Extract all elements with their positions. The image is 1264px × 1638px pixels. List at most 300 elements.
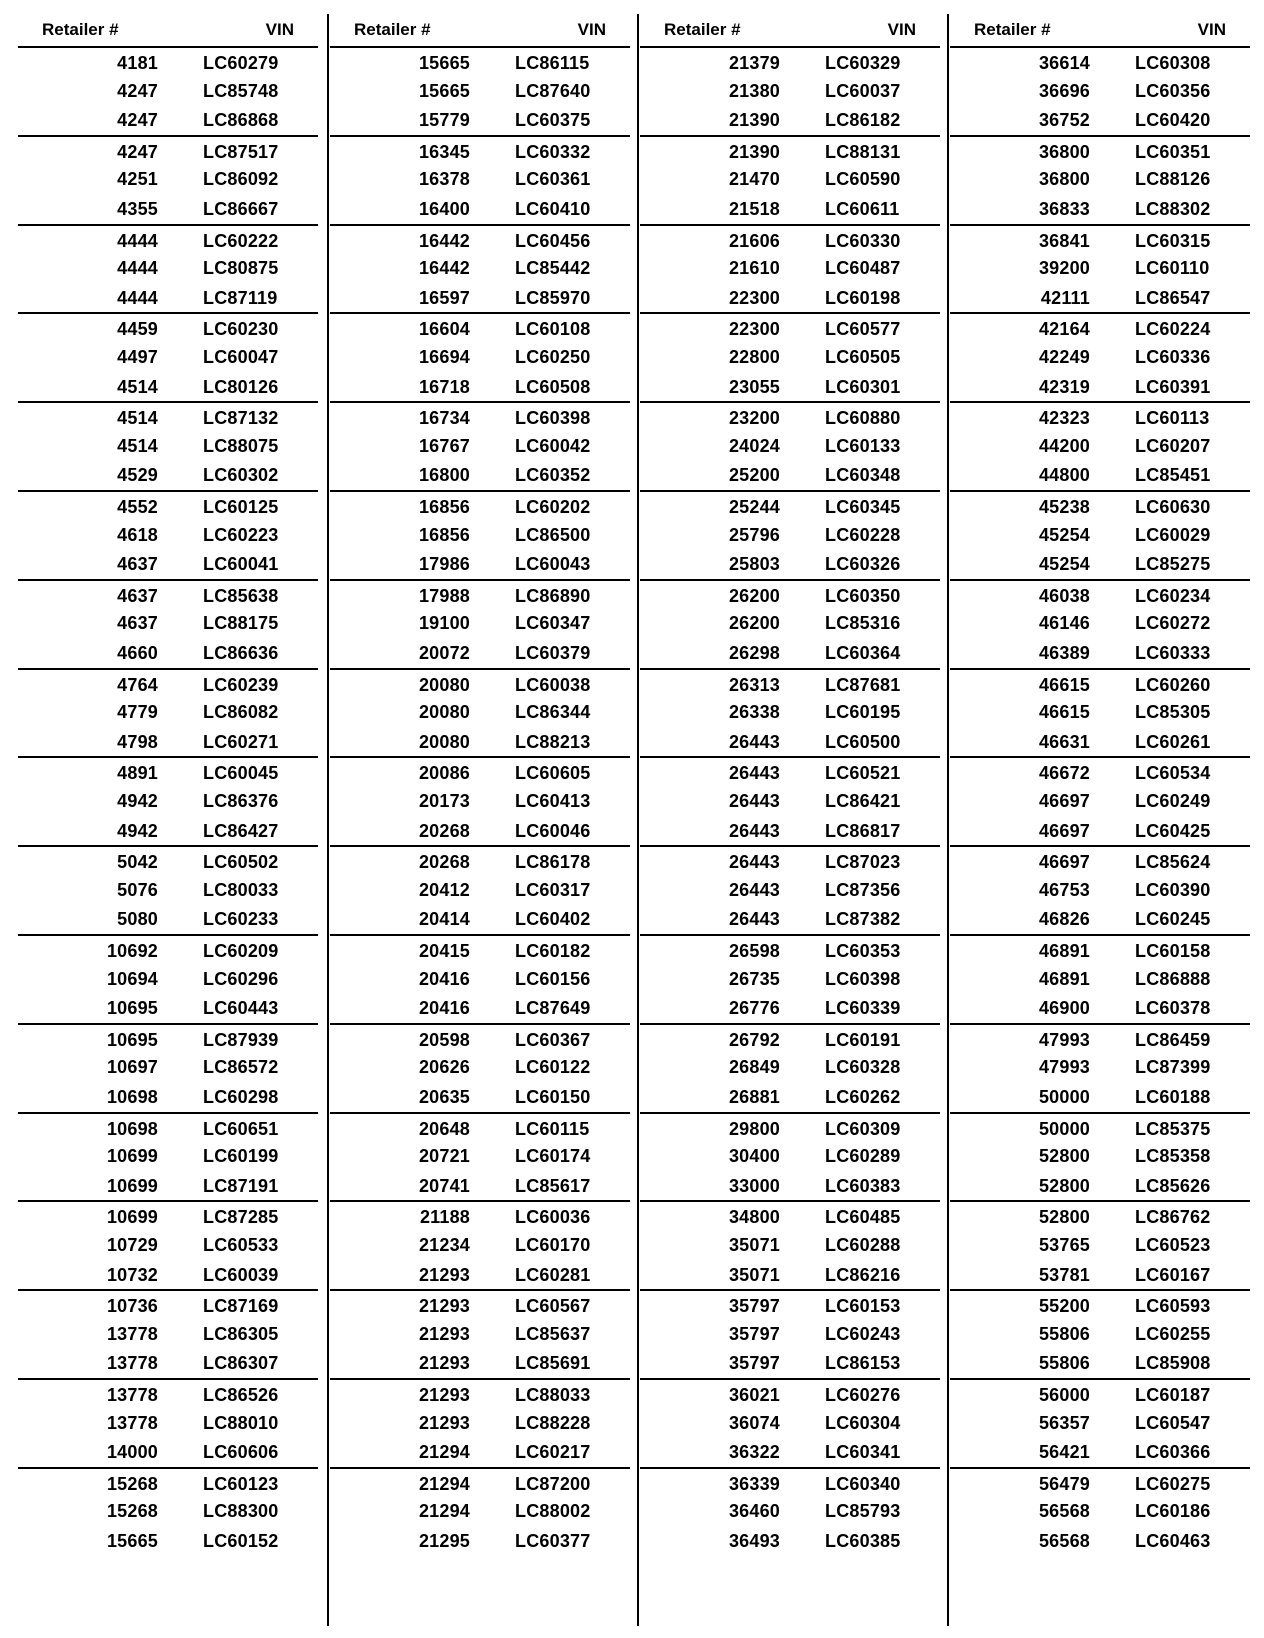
retailer-number: 46615 bbox=[1038, 702, 1090, 723]
vin-value: LC60378 bbox=[1135, 998, 1211, 1019]
retailer-number: 36696 bbox=[1038, 80, 1090, 101]
retailer-number: 56000 bbox=[1038, 1385, 1090, 1405]
table-row bbox=[640, 1171, 940, 1201]
retailer-number: 20268 bbox=[418, 820, 470, 841]
table-row bbox=[950, 1319, 1250, 1349]
table-row bbox=[950, 1467, 1250, 1499]
retailer-number: 52800 bbox=[1038, 1146, 1090, 1167]
retailer-number: 20741 bbox=[418, 1175, 470, 1196]
table-row bbox=[18, 253, 318, 283]
table-row bbox=[950, 638, 1250, 668]
table-row bbox=[330, 1052, 630, 1082]
retailer-number: 42249 bbox=[1038, 347, 1090, 367]
table-row bbox=[640, 727, 940, 757]
table-row bbox=[18, 1408, 318, 1438]
vin-value: LC87640 bbox=[515, 80, 591, 101]
vin-value: LC85442 bbox=[515, 258, 591, 279]
table-row bbox=[950, 1171, 1250, 1201]
vin-value: LC85970 bbox=[515, 287, 591, 308]
table-row bbox=[640, 697, 940, 727]
vin-value: LC60275 bbox=[1135, 1473, 1211, 1494]
table-row bbox=[330, 490, 630, 522]
table-row bbox=[950, 697, 1250, 727]
vin-value: LC86890 bbox=[515, 585, 591, 606]
retailer-number: 16718 bbox=[418, 376, 470, 397]
retailer-number: 21379 bbox=[728, 53, 780, 73]
vin-value: LC88300 bbox=[203, 1501, 279, 1522]
retailer-number: 15268 bbox=[106, 1501, 158, 1522]
table-row bbox=[640, 638, 940, 668]
vin-value: LC60332 bbox=[515, 141, 591, 162]
retailer-number: 20721 bbox=[418, 1146, 470, 1167]
table-row bbox=[950, 1496, 1250, 1526]
retailer-number: 21390 bbox=[728, 141, 780, 162]
retailer-number: 46672 bbox=[1038, 763, 1090, 784]
table-row bbox=[330, 1348, 630, 1378]
table-row bbox=[640, 431, 940, 461]
retailer-number: 53781 bbox=[1038, 1264, 1090, 1285]
retailer-number: 26443 bbox=[728, 820, 780, 841]
retailer-number: 46753 bbox=[1038, 879, 1090, 900]
retailer-number: 25200 bbox=[728, 465, 780, 486]
retailer-number: 56479 bbox=[1038, 1473, 1090, 1494]
retailer-number: 22300 bbox=[728, 287, 780, 308]
vin-value: LC60533 bbox=[203, 1235, 279, 1255]
vin-value: LC60289 bbox=[825, 1146, 901, 1167]
retailer-number: 4459 bbox=[117, 319, 158, 340]
retailer-number: 26443 bbox=[728, 909, 780, 930]
retailer-number: 26849 bbox=[728, 1057, 780, 1078]
vin-value: LC88002 bbox=[515, 1501, 591, 1522]
vin-value: LC60590 bbox=[825, 169, 901, 190]
vin-value: LC60122 bbox=[515, 1057, 591, 1078]
table-column-3 bbox=[640, 10, 940, 1630]
table-row bbox=[950, 786, 1250, 816]
vin-value: LC60202 bbox=[515, 497, 591, 517]
vin-value: LC87356 bbox=[825, 879, 901, 900]
retailer-number: 44200 bbox=[1038, 435, 1090, 456]
table-row bbox=[640, 1348, 940, 1378]
table-row bbox=[950, 283, 1250, 313]
vin-value: LC60351 bbox=[1135, 141, 1211, 162]
table-row bbox=[640, 46, 940, 78]
table-row bbox=[18, 816, 318, 846]
vin-value: LC60272 bbox=[1135, 613, 1211, 634]
table-row bbox=[950, 164, 1250, 194]
table-row bbox=[330, 1260, 630, 1290]
vin-value: LC60113 bbox=[1135, 408, 1210, 429]
vin-value: LC60309 bbox=[825, 1118, 901, 1139]
vin-value: LC60383 bbox=[825, 1175, 901, 1196]
table-row bbox=[18, 668, 318, 700]
table-row bbox=[18, 845, 318, 877]
table-row bbox=[640, 460, 940, 490]
table-row bbox=[18, 1200, 318, 1232]
table-row bbox=[950, 1052, 1250, 1082]
vin-value: LC60152 bbox=[203, 1531, 279, 1551]
vin-value: LC60188 bbox=[1135, 1087, 1211, 1107]
vin-value: LC60037 bbox=[825, 80, 901, 101]
retailer-number: 26200 bbox=[728, 585, 780, 606]
vin-value: LC60209 bbox=[203, 941, 279, 961]
table-row bbox=[330, 845, 630, 877]
table-row bbox=[950, 1437, 1250, 1467]
retailer-number: 36339 bbox=[728, 1473, 780, 1494]
vin-value: LC60463 bbox=[1135, 1531, 1211, 1551]
retailer-number: 21294 bbox=[418, 1501, 470, 1522]
retailer-number: 10736 bbox=[106, 1296, 158, 1317]
retailer-number: 20268 bbox=[418, 852, 470, 873]
retailer-number: 4552 bbox=[117, 497, 158, 517]
retailer-number: 29800 bbox=[728, 1118, 780, 1139]
retailer-number: 36614 bbox=[1038, 53, 1090, 73]
retailer-number: 22800 bbox=[728, 347, 780, 367]
vin-value: LC60224 bbox=[1135, 319, 1211, 340]
table-row bbox=[950, 1348, 1250, 1378]
vin-value: LC60250 bbox=[515, 347, 591, 367]
retailer-number: 4514 bbox=[117, 408, 158, 429]
retailer-number: 50000 bbox=[1038, 1087, 1090, 1107]
vin-value: LC86082 bbox=[203, 702, 279, 723]
retailer-number: 46891 bbox=[1038, 941, 1090, 961]
retailer-number: 56357 bbox=[1038, 1412, 1090, 1433]
table-row bbox=[18, 1052, 318, 1082]
vin-value: LC86092 bbox=[203, 169, 279, 190]
retailer-number: 21606 bbox=[728, 230, 780, 251]
table-row bbox=[950, 1230, 1250, 1260]
column-header bbox=[330, 18, 630, 42]
table-row bbox=[640, 490, 940, 522]
table-row bbox=[18, 372, 318, 402]
retailer-number: 23200 bbox=[728, 408, 780, 429]
retailer-number: 4764 bbox=[117, 674, 158, 695]
vin-value: LC60326 bbox=[825, 554, 901, 575]
table-row bbox=[640, 1378, 940, 1410]
vin-value: LC85375 bbox=[1135, 1118, 1211, 1139]
retailer-number: 25244 bbox=[728, 497, 780, 517]
retailer-number: 36074 bbox=[728, 1412, 780, 1433]
table-row bbox=[18, 490, 318, 522]
vin-value: LC85275 bbox=[1135, 554, 1211, 575]
retailer-number: 55806 bbox=[1038, 1353, 1090, 1374]
vin-value: LC85748 bbox=[203, 80, 279, 101]
retailer-number: 26792 bbox=[728, 1029, 780, 1050]
retailer-number: 20635 bbox=[418, 1087, 470, 1107]
retailer-number: 4942 bbox=[117, 791, 158, 811]
vin-value: LC86427 bbox=[203, 820, 279, 841]
table-row bbox=[18, 904, 318, 934]
column-header bbox=[18, 18, 318, 42]
table-row bbox=[640, 786, 940, 816]
retailer-number: 20414 bbox=[418, 909, 470, 930]
vin-value: LC60198 bbox=[825, 287, 901, 308]
retailer-header: Retailer # bbox=[354, 20, 431, 39]
vin-value: LC87023 bbox=[825, 852, 901, 873]
retailer-number: 5042 bbox=[117, 852, 158, 873]
table-row bbox=[18, 76, 318, 106]
retailer-number: 16800 bbox=[418, 465, 470, 486]
retailer-number: 36493 bbox=[728, 1531, 780, 1551]
vin-value: LC60425 bbox=[1135, 820, 1211, 841]
vin-value: LC60366 bbox=[1135, 1442, 1211, 1463]
vin-value: LC60339 bbox=[825, 998, 901, 1019]
vin-value: LC60245 bbox=[1135, 909, 1211, 930]
vin-value: LC60350 bbox=[825, 585, 901, 606]
vin-value: LC88175 bbox=[203, 613, 279, 634]
retailer-header: Retailer # bbox=[42, 20, 119, 39]
table-row bbox=[18, 1230, 318, 1260]
vin-value: LC60279 bbox=[203, 53, 279, 73]
retailer-number: 16442 bbox=[418, 230, 470, 251]
table-row bbox=[18, 1496, 318, 1526]
table-row bbox=[18, 1467, 318, 1499]
table-row bbox=[18, 520, 318, 550]
vin-value: LC60276 bbox=[825, 1385, 901, 1405]
table-row bbox=[640, 1289, 940, 1321]
retailer-number: 50000 bbox=[1038, 1118, 1090, 1139]
table-column-1 bbox=[18, 10, 318, 1630]
vin-value: LC60345 bbox=[825, 497, 901, 517]
vin-value: LC60347 bbox=[515, 613, 591, 634]
retailer-number: 46615 bbox=[1038, 674, 1090, 695]
vin-value: LC86305 bbox=[203, 1323, 279, 1344]
vin-value: LC60110 bbox=[1135, 258, 1210, 279]
retailer-number: 4637 bbox=[117, 585, 158, 606]
vin-value: LC60304 bbox=[825, 1412, 901, 1433]
retailer-number: 4891 bbox=[117, 763, 158, 784]
vin-value: LC86817 bbox=[825, 820, 901, 841]
retailer-number: 26776 bbox=[728, 998, 780, 1019]
table-row bbox=[330, 135, 630, 167]
retailer-number: 21518 bbox=[728, 199, 780, 219]
table-row bbox=[330, 1496, 630, 1526]
retailer-number: 20648 bbox=[418, 1118, 470, 1139]
table-row bbox=[950, 372, 1250, 402]
vin-value: LC86888 bbox=[1135, 968, 1211, 989]
retailer-number: 4514 bbox=[117, 435, 158, 456]
retailer-number: 35797 bbox=[728, 1323, 780, 1344]
table-row bbox=[950, 579, 1250, 611]
vin-value: LC86178 bbox=[515, 852, 591, 873]
vin-value: LC60038 bbox=[515, 674, 591, 695]
retailer-number: 10699 bbox=[106, 1207, 158, 1228]
retailer-number: 21390 bbox=[728, 110, 780, 131]
vin-value: LC88228 bbox=[515, 1412, 591, 1433]
retailer-number: 4181 bbox=[117, 53, 158, 73]
table-row bbox=[950, 312, 1250, 344]
vin-value: LC60207 bbox=[1135, 435, 1211, 456]
retailer-number: 20173 bbox=[418, 791, 470, 811]
retailer-number: 55200 bbox=[1038, 1296, 1090, 1317]
retailer-number: 20598 bbox=[418, 1029, 470, 1050]
vin-value: LC60249 bbox=[1135, 791, 1211, 811]
retailer-number: 26881 bbox=[728, 1087, 780, 1107]
vin-value: LC60239 bbox=[203, 674, 279, 695]
table-row bbox=[640, 756, 940, 788]
vin-value: LC60379 bbox=[515, 643, 591, 663]
retailer-number: 20080 bbox=[418, 702, 470, 723]
retailer-number: 46697 bbox=[1038, 791, 1090, 811]
retailer-number: 42111 bbox=[1040, 287, 1090, 308]
table-row bbox=[950, 1378, 1250, 1410]
vin-value: LC85617 bbox=[515, 1175, 591, 1196]
retailer-number: 26298 bbox=[728, 643, 780, 663]
retailer-number: 42323 bbox=[1038, 408, 1090, 429]
retailer-number: 26443 bbox=[728, 791, 780, 811]
table-row bbox=[640, 845, 940, 877]
vin-value: LC60420 bbox=[1135, 110, 1211, 131]
retailer-number: 16378 bbox=[418, 169, 470, 190]
vin-value: LC60182 bbox=[515, 941, 591, 961]
vin-value: LC60187 bbox=[1135, 1385, 1211, 1405]
vin-value: LC60377 bbox=[515, 1531, 591, 1551]
retailer-number: 26443 bbox=[728, 763, 780, 784]
table-row bbox=[330, 342, 630, 372]
vin-header: VIN bbox=[265, 20, 294, 39]
vin-value: LC60567 bbox=[515, 1296, 591, 1317]
vin-value: LC85626 bbox=[1135, 1175, 1211, 1196]
vin-value: LC80033 bbox=[203, 879, 279, 900]
vin-value: LC60228 bbox=[825, 524, 901, 545]
retailer-number: 4251 bbox=[117, 169, 158, 190]
table-row bbox=[640, 312, 940, 344]
retailer-number: 36841 bbox=[1038, 230, 1090, 251]
vin-value: LC60047 bbox=[203, 347, 279, 367]
retailer-number: 47993 bbox=[1038, 1029, 1090, 1050]
table-row bbox=[330, 1082, 630, 1112]
table-row bbox=[950, 46, 1250, 78]
vin-value: LC60230 bbox=[203, 319, 279, 340]
retailer-number: 21293 bbox=[418, 1385, 470, 1405]
table-row bbox=[640, 401, 940, 433]
table-row bbox=[950, 875, 1250, 905]
retailer-number: 26313 bbox=[728, 674, 780, 695]
vin-value: LC86115 bbox=[515, 53, 590, 73]
vin-value: LC60223 bbox=[203, 524, 279, 545]
vin-value: LC88075 bbox=[203, 435, 279, 456]
table-row bbox=[950, 342, 1250, 372]
vin-value: LC60534 bbox=[1135, 763, 1211, 784]
vin-value: LC80126 bbox=[203, 376, 279, 397]
table-row bbox=[950, 1200, 1250, 1232]
retailer-number: 13778 bbox=[106, 1385, 158, 1405]
vin-value: LC60593 bbox=[1135, 1296, 1211, 1317]
vin-value: LC85908 bbox=[1135, 1353, 1211, 1374]
retailer-number: 20626 bbox=[418, 1057, 470, 1078]
table-row bbox=[18, 224, 318, 256]
table-row bbox=[330, 1200, 630, 1232]
table-row bbox=[330, 194, 630, 224]
vin-value: LC60410 bbox=[515, 199, 591, 219]
retailer-number: 21380 bbox=[728, 80, 780, 101]
retailer-number: 42164 bbox=[1038, 319, 1090, 340]
retailer-number: 21293 bbox=[418, 1412, 470, 1433]
retailer-number: 4247 bbox=[117, 141, 158, 162]
retailer-number: 20086 bbox=[418, 763, 470, 784]
vin-value: LC60315 bbox=[1135, 230, 1211, 251]
vin-value: LC60199 bbox=[203, 1146, 279, 1167]
table-row bbox=[18, 1141, 318, 1171]
vin-value: LC60261 bbox=[1135, 731, 1211, 752]
vin-value: LC60133 bbox=[825, 435, 901, 456]
table-row bbox=[330, 1437, 630, 1467]
vin-value: LC60356 bbox=[1135, 80, 1211, 101]
retailer-number: 46697 bbox=[1038, 852, 1090, 873]
table-row bbox=[640, 1260, 940, 1290]
retailer-number: 20415 bbox=[418, 941, 470, 961]
table-row bbox=[18, 727, 318, 757]
vin-value: LC60456 bbox=[515, 230, 591, 251]
table-row bbox=[640, 253, 940, 283]
vin-value: LC60521 bbox=[825, 763, 901, 784]
table-row bbox=[640, 1082, 940, 1112]
table-row bbox=[950, 1023, 1250, 1055]
vin-header: VIN bbox=[1197, 20, 1226, 39]
vin-value: LC60043 bbox=[515, 554, 591, 575]
vin-value: LC86216 bbox=[825, 1264, 901, 1285]
vin-header: VIN bbox=[577, 20, 606, 39]
retailer-number: 15665 bbox=[418, 53, 470, 73]
table-row bbox=[640, 904, 940, 934]
vin-value: LC86868 bbox=[203, 110, 279, 131]
table-row bbox=[330, 668, 630, 700]
table-row bbox=[330, 786, 630, 816]
retailer-number: 46389 bbox=[1038, 643, 1090, 663]
vin-value: LC86547 bbox=[1135, 287, 1211, 308]
retailer-header: Retailer # bbox=[664, 20, 741, 39]
vin-value: LC60485 bbox=[825, 1207, 901, 1228]
table-row bbox=[950, 756, 1250, 788]
table-row bbox=[950, 816, 1250, 846]
vin-value: LC87382 bbox=[825, 909, 901, 930]
vin-value: LC88126 bbox=[1135, 169, 1211, 190]
retailer-number: 10694 bbox=[106, 968, 158, 989]
retailer-number: 16604 bbox=[418, 319, 470, 340]
vin-value: LC60413 bbox=[515, 791, 591, 811]
retailer-number: 17988 bbox=[418, 585, 470, 606]
retailer-number: 30400 bbox=[728, 1146, 780, 1167]
vin-value: LC60260 bbox=[1135, 674, 1211, 695]
vin-value: LC87939 bbox=[203, 1029, 279, 1050]
vin-value: LC60317 bbox=[515, 879, 591, 900]
vin-value: LC87169 bbox=[203, 1296, 279, 1317]
retailer-number: 36460 bbox=[728, 1501, 780, 1522]
vin-value: LC86459 bbox=[1135, 1029, 1211, 1050]
vin-value: LC60487 bbox=[825, 258, 901, 279]
retailer-number: 4637 bbox=[117, 554, 158, 575]
vin-value: LC60046 bbox=[515, 820, 591, 841]
retailer-number: 46697 bbox=[1038, 820, 1090, 841]
retailer-number: 14000 bbox=[106, 1442, 158, 1463]
retailer-number: 4355 bbox=[117, 199, 158, 219]
table-row bbox=[950, 934, 1250, 966]
vin-value: LC60233 bbox=[203, 909, 279, 930]
retailer-number: 36322 bbox=[728, 1442, 780, 1463]
vin-value: LC60505 bbox=[825, 347, 901, 367]
vin-value: LC85358 bbox=[1135, 1146, 1211, 1167]
retailer-number: 56568 bbox=[1038, 1501, 1090, 1522]
vin-value: LC87200 bbox=[515, 1473, 591, 1494]
column-separator bbox=[637, 14, 639, 1626]
retailer-number: 52800 bbox=[1038, 1207, 1090, 1228]
table-row bbox=[330, 283, 630, 313]
table-row bbox=[330, 105, 630, 135]
retailer-number: 4660 bbox=[117, 643, 158, 663]
vin-value: LC85451 bbox=[1135, 465, 1211, 486]
vin-value: LC60330 bbox=[825, 230, 901, 251]
retailer-number: 4514 bbox=[117, 376, 158, 397]
retailer-number: 16694 bbox=[418, 347, 470, 367]
